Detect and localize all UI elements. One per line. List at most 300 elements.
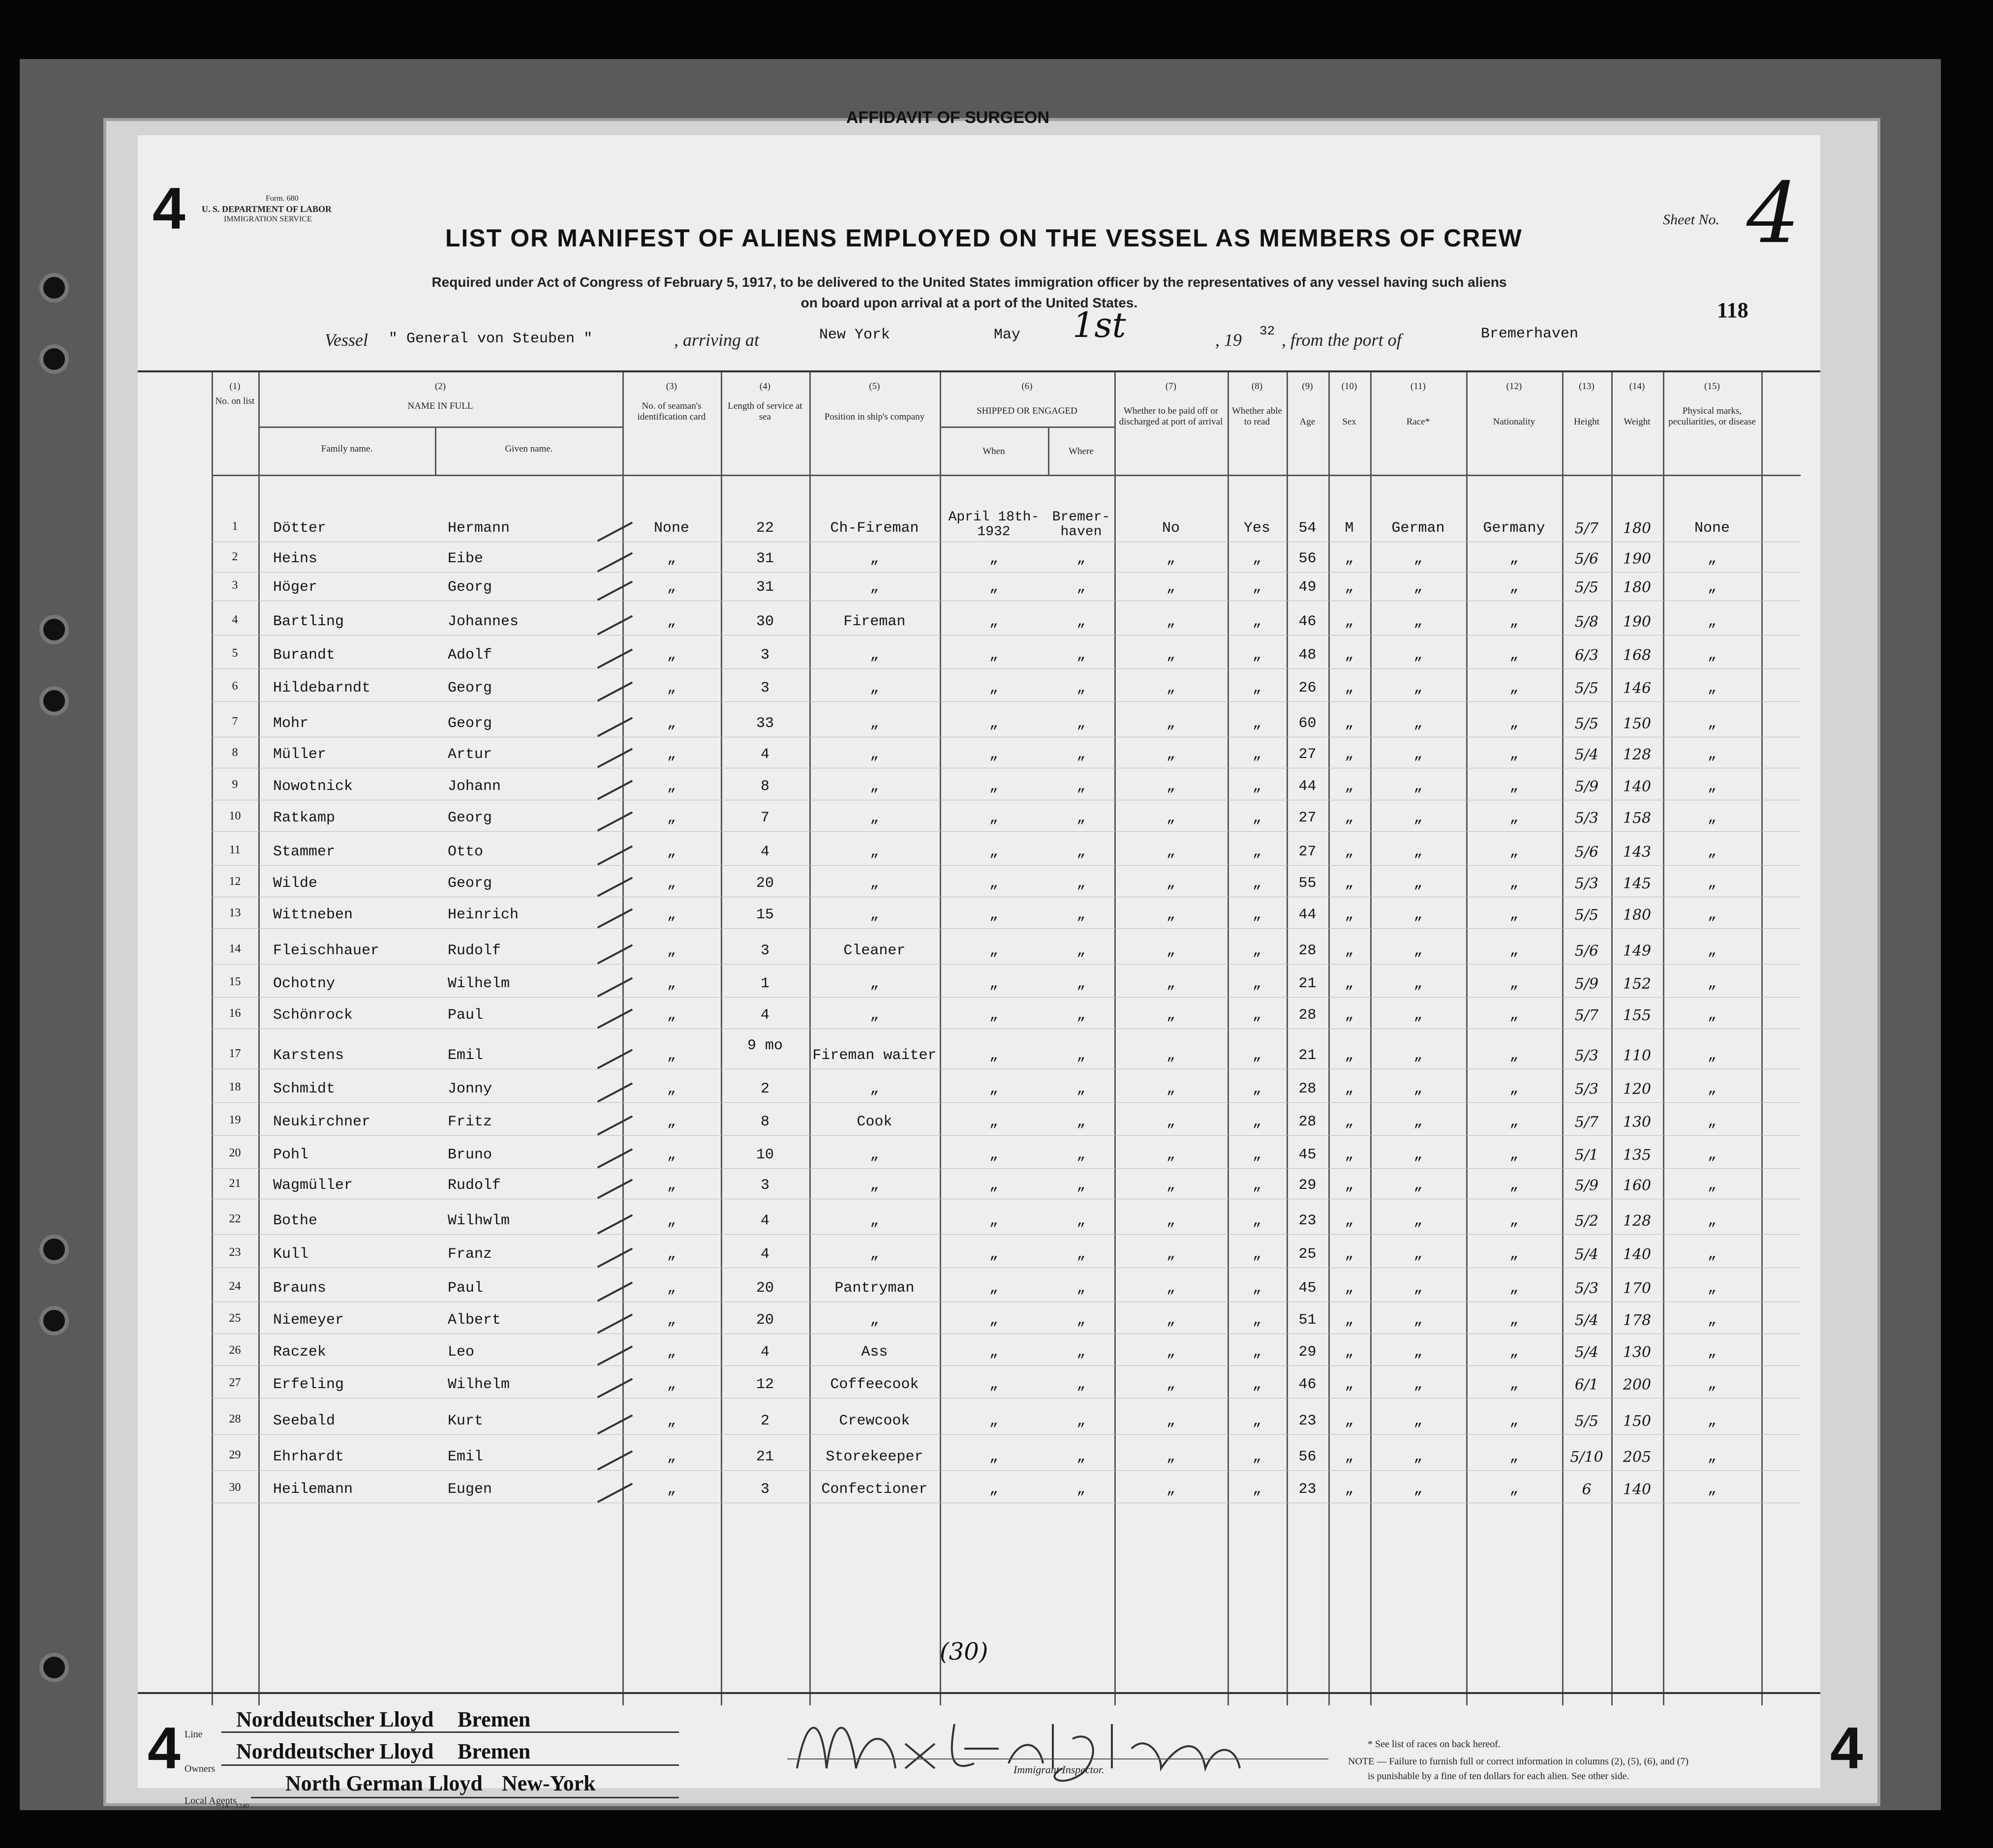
department-label: U. S. DEPARTMENT OF LABOR [202,204,332,214]
cell-paid: No [1162,520,1180,537]
cell-family: Raczek [273,1344,327,1361]
cell-read: „ [1252,1147,1261,1163]
cell-no: 27 [229,1376,241,1389]
cell-family: Karstens [273,1047,344,1064]
col-2a-header: Family name. [321,444,373,454]
row-rule [212,635,1801,636]
cell-family: Müller [273,746,327,763]
cell-when: „ [989,579,998,596]
cell-marks: „ [1707,1449,1717,1465]
cell-when: „ [989,1212,998,1229]
cell-read: Yes [1243,520,1270,537]
cell-marks: „ [1707,1312,1717,1329]
affidavit-header: AFFIDAVIT OF SURGEON [846,108,1050,127]
cell-marks: „ [1707,1177,1717,1194]
cell-race: „ [1413,1376,1423,1393]
cell-position: Ass [861,1344,888,1361]
cell-height: 5/7 [1574,1114,1599,1131]
cell-age: 27 [1298,844,1317,860]
cell-sex: „ [1345,1246,1354,1263]
cell-given: Johann [448,778,501,795]
cell-marks: „ [1707,907,1717,923]
cell-position: „ [870,907,879,923]
cell-marks: „ [1707,1344,1717,1361]
cell-given: Heinrich [448,907,519,923]
cell-where: „ [1076,647,1086,664]
cell-when: „ [989,1312,998,1329]
cell-no: 1 [232,520,238,533]
cell-where: „ [1076,1344,1086,1361]
cell-age: 45 [1298,1280,1317,1297]
cell-nationality: „ [1509,647,1519,664]
punch-hole [39,344,69,374]
cell-weight: 155 [1623,1007,1652,1024]
cell-family: Wilde [273,875,318,892]
cell-where: „ [1076,1147,1086,1163]
cell-when: „ [989,1177,998,1194]
cell-card: „ [667,1147,676,1163]
cell-position: Fireman waiter [812,1047,937,1064]
cell-height: 5/1 [1574,1147,1599,1164]
cell-paid: „ [1166,1246,1175,1263]
cell-height: 5/5 [1574,1413,1599,1430]
owners-rule [221,1764,679,1766]
cell-where: „ [1076,942,1086,959]
punch-hole [39,615,69,644]
cell-service: 21 [756,1449,774,1465]
cell-read: „ [1252,778,1261,795]
cell-given: Emil [448,1047,484,1064]
cell-card: „ [667,579,676,596]
cell-age: 54 [1298,520,1317,537]
cell-read: „ [1252,1114,1261,1130]
cell-family: Bothe [273,1212,318,1229]
cell-age: 28 [1298,942,1317,959]
cell-where: „ [1076,907,1086,923]
cell-position: „ [870,647,879,664]
cell-read: „ [1252,907,1261,923]
cell-read: „ [1252,715,1261,732]
cell-marks: „ [1707,1481,1717,1498]
cell-service: 31 [756,579,774,596]
cell-position: „ [870,715,879,732]
cell-given: Johannes [448,613,519,630]
cell-given: Wilhwlm [448,1212,510,1229]
cell-no: 28 [229,1413,241,1425]
cell-position: „ [870,550,879,567]
cell-marks: „ [1707,1114,1717,1130]
cell-service: 1 [760,975,769,992]
cell-nationality: „ [1509,1246,1519,1263]
cell-family: Fleischhauer [273,942,380,959]
cell-race: „ [1413,746,1423,763]
cell-marks: „ [1707,1280,1717,1297]
cell-race: „ [1413,680,1423,697]
cell-where: „ [1076,1177,1086,1194]
cell-when: „ [989,647,998,664]
cell-position: „ [870,810,879,826]
inspector-signature [787,1695,1328,1793]
cell-marks: „ [1707,647,1717,664]
cell-nationality: „ [1509,942,1519,959]
row-rule [212,668,1801,669]
cell-paid: „ [1166,1280,1175,1297]
cell-position: „ [870,975,879,992]
cell-sex: „ [1345,975,1354,992]
cell-given: Wilhelm [448,1376,510,1393]
cell-where: „ [1076,715,1086,732]
cell-paid: „ [1166,647,1175,664]
col-10-header: (10) Sex [1341,381,1357,427]
cell-where: „ [1076,613,1086,630]
cell-height: 5/3 [1574,1280,1599,1297]
cell-no: 9 [232,778,238,791]
cell-weight: 143 [1623,844,1652,861]
cell-no: 10 [229,810,241,822]
cell-age: 29 [1298,1344,1317,1361]
cell-family: Seebald [273,1413,336,1429]
cell-marks: „ [1707,1081,1717,1097]
cell-where: „ [1076,680,1086,697]
cell-family: Hildebarndt [273,680,371,697]
cell-height: 6 [1582,1481,1592,1498]
cell-card: „ [667,1312,676,1329]
cell-paid: „ [1166,1413,1175,1429]
cell-card: „ [667,810,676,826]
corner-number-top: 4 [153,176,185,242]
cell-no: 5 [232,647,238,660]
cell-race: „ [1413,1413,1423,1429]
cell-nationality: „ [1509,1449,1519,1465]
cell-age: 23 [1298,1413,1317,1429]
cell-weight: 135 [1623,1147,1652,1164]
cell-paid: „ [1166,975,1175,992]
cell-race: „ [1413,715,1423,732]
cell-paid: „ [1166,613,1175,630]
cell-when: „ [989,1376,998,1393]
cell-age: 27 [1298,746,1317,763]
cell-given: Kurt [448,1413,484,1429]
cell-read: „ [1252,746,1261,763]
cell-service: 3 [760,647,769,664]
cell-read: „ [1252,1081,1261,1097]
cell-service: 4 [760,844,769,860]
manifest-page [138,135,1863,1810]
cell-read: „ [1252,975,1261,992]
cell-nationality: „ [1509,1280,1519,1297]
cell-family: Pohl [273,1147,309,1163]
cell-where: „ [1076,1007,1086,1024]
cell-position: „ [870,778,879,795]
name-subheader-rule [258,426,622,428]
cell-nationality: „ [1509,778,1519,795]
cell-position: Fireman [843,613,906,630]
cell-no: 11 [229,844,241,856]
table-header-rule [212,475,1801,476]
cell-weight: 180 [1623,520,1652,537]
cell-paid: „ [1166,844,1175,860]
row-rule [212,1135,1801,1136]
corner-number-bottom-left: 4 [148,1715,181,1781]
row-rule [212,1365,1801,1366]
cell-age: 60 [1298,715,1317,732]
cell-given: Rudolf [448,1177,501,1194]
cell-family: Wittneben [273,907,353,923]
cell-service: 3 [760,1177,769,1194]
cell-no: 13 [229,907,241,919]
cell-weight: 180 [1623,907,1652,924]
arrival-port: New York [819,327,890,343]
cell-nationality: „ [1509,1413,1519,1429]
cell-card: „ [667,550,676,567]
cell-where: „ [1076,975,1086,992]
cell-height: 5/5 [1574,680,1599,697]
cell-service: 7 [760,810,769,826]
cell-position: „ [870,1177,879,1194]
cell-race: „ [1413,1007,1423,1024]
cell-family: Höger [273,579,318,596]
cell-marks: „ [1707,1413,1717,1429]
cell-weight: 152 [1623,975,1652,993]
cell-height: 5/3 [1574,1081,1599,1098]
cell-weight: 150 [1623,1413,1652,1430]
cell-race: „ [1413,942,1423,959]
cell-when: „ [989,875,998,892]
cell-card: „ [667,613,676,630]
cell-paid: „ [1166,1114,1175,1130]
cell-where: „ [1076,550,1086,567]
cell-weight: 180 [1623,579,1652,596]
cell-paid: „ [1166,810,1175,826]
cell-no: 6 [232,680,238,693]
row-rule [212,831,1801,832]
cell-where: „ [1076,875,1086,892]
col-2b-header: Given name. [505,444,553,454]
cell-weight: 146 [1623,680,1652,697]
cell-weight: 128 [1623,746,1652,763]
owners-value-2: Bremen [458,1739,531,1763]
cell-height: 5/4 [1574,1246,1599,1263]
cell-race: „ [1413,1280,1423,1297]
cell-race: „ [1413,778,1423,795]
cell-position: Pantryman [834,1280,915,1297]
cell-when: „ [989,907,998,923]
cell-height: 5/9 [1574,1177,1599,1194]
cell-sex: „ [1345,1449,1354,1465]
cell-race: „ [1413,1212,1423,1229]
arrival-day: 1st [1073,305,1126,345]
cell-paid: „ [1166,579,1175,596]
cell-nationality: „ [1509,579,1519,596]
cell-no: 14 [229,942,241,955]
cell-height: 5/8 [1574,613,1599,631]
cell-given: Georg [448,680,492,697]
cell-family: Ochotny [273,975,336,992]
cell-when: „ [989,1280,998,1297]
cell-age: 21 [1298,975,1317,992]
cell-read: „ [1252,1246,1261,1263]
cell-race: „ [1413,1081,1423,1097]
row-rule [212,1470,1801,1471]
cell-when: „ [989,1147,998,1163]
cell-paid: „ [1166,1007,1175,1024]
row-rule [212,1168,1801,1169]
cell-sex: „ [1345,942,1354,959]
cell-marks: „ [1707,613,1717,630]
cell-position: „ [870,844,879,860]
cell-given: Georg [448,715,492,732]
cell-race: „ [1413,844,1423,860]
cell-card: „ [667,942,676,959]
crew-table [212,372,1801,1705]
cell-given: Georg [448,875,492,892]
cell-nationality: Germany [1483,520,1545,537]
cell-card: „ [667,1212,676,1229]
cell-no: 8 [232,746,238,759]
corner-number-bottom-right: 4 [1830,1715,1863,1781]
subtitle-line-1: Required under Act of Congress of February 5, 1917, to be delivered to the United States immigration officer by the representatives of any vessel having such aliens [431,274,1507,290]
cell-family: Bartling [273,613,344,630]
inspector-label: Immigrant Inspector. [1013,1763,1104,1776]
total-annotation: (30) [940,1638,988,1666]
cell-height: 5/9 [1574,778,1599,795]
cell-sex: „ [1345,1344,1354,1361]
col-7-header: (7) Whether to be paid off or discharged at port of arrival [1119,381,1223,427]
cell-nationality: „ [1509,907,1519,923]
cell-age: 44 [1298,778,1317,795]
cell-height: 6/3 [1574,647,1599,664]
cell-height: 5/5 [1574,715,1599,732]
race-note: * See list of races on back hereof. [1368,1739,1501,1750]
cell-nationality: „ [1509,1081,1519,1097]
cell-paid: „ [1166,778,1175,795]
cell-sex: M [1345,520,1354,537]
sheet-number: 4 [1747,165,1800,262]
cell-race: „ [1413,1344,1423,1361]
cell-position: „ [870,1312,879,1329]
cell-nationality: „ [1509,613,1519,630]
cell-family: Erfeling [273,1376,344,1393]
cell-read: „ [1252,579,1261,596]
cell-family: Mohr [273,715,309,732]
cell-given: Bruno [448,1147,492,1163]
cell-when: „ [989,810,998,826]
row-rule [212,928,1801,929]
col-6b-header: Where [1069,446,1094,456]
cell-height: 5/4 [1574,746,1599,763]
cell-paid: „ [1166,1212,1175,1229]
cell-family: Schönrock [273,1007,353,1024]
col-3-header: (3) No. of seaman's identification card [637,381,706,422]
line-value-2: Bremen [458,1707,531,1731]
cell-race: „ [1413,975,1423,992]
cell-paid: „ [1166,550,1175,567]
cell-marks: „ [1707,778,1717,795]
cell-given: Wilhelm [448,975,510,992]
page-title: LIST OR MANIFEST OF ALIENS EMPLOYED ON THE VESSEL AS MEMBERS OF CREW [445,224,1523,252]
cell-family: Heins [273,550,318,567]
cell-marks: „ [1707,715,1717,732]
cell-marks: „ [1707,1147,1717,1163]
cell-service: 22 [756,520,774,537]
cell-race: „ [1413,875,1423,892]
cell-sex: „ [1345,1376,1354,1393]
cell-given: Artur [448,746,492,763]
agents-value-2: New-York [502,1771,596,1795]
cell-read: „ [1252,1312,1261,1329]
cell-marks: „ [1707,579,1717,596]
cell-sex: „ [1345,680,1354,697]
cell-when: „ [989,1481,998,1498]
cell-position: Coffeecook [830,1376,919,1393]
from-label: , from the port of [1282,330,1402,350]
cell-weight: 170 [1623,1280,1652,1297]
cell-age: 29 [1298,1177,1317,1194]
cell-no: 25 [229,1312,241,1325]
cell-nationality: „ [1509,1007,1519,1024]
cell-nationality: „ [1509,550,1519,567]
cell-read: „ [1252,1344,1261,1361]
punch-hole [39,273,69,303]
cell-paid: „ [1166,715,1175,732]
cell-paid: „ [1166,1312,1175,1329]
cell-paid: „ [1166,907,1175,923]
cell-card: None [653,520,689,537]
cell-when: „ [989,844,998,860]
cell-service: 4 [760,1212,769,1229]
cell-paid: „ [1166,680,1175,697]
line-label: Line [184,1729,203,1740]
cell-height: 5/6 [1574,844,1599,861]
cell-sex: „ [1345,875,1354,892]
cell-sex: „ [1345,1047,1354,1064]
cell-paid: „ [1166,1344,1175,1361]
cell-height: 5/9 [1574,975,1599,993]
cell-height: 5/4 [1574,1312,1599,1329]
cell-height: 5/6 [1574,550,1599,568]
cell-where: „ [1076,1114,1086,1130]
cell-given: Leo [448,1344,475,1361]
row-rule [212,1234,1801,1235]
vessel-name: " General von Steuben " [389,331,593,347]
cell-family: Dötter [273,520,327,537]
cell-service: 9 mo [747,1037,783,1054]
cell-position: „ [870,875,879,892]
cell-where: „ [1076,1449,1086,1465]
cell-nationality: „ [1509,680,1519,697]
cell-card: „ [667,1413,676,1429]
cell-sex: „ [1345,613,1354,630]
cell-paid: „ [1166,1481,1175,1498]
cell-marks: „ [1707,680,1717,697]
cell-family: Kull [273,1246,309,1263]
cell-weight: 200 [1623,1376,1652,1394]
cell-age: 26 [1298,680,1317,697]
cell-when: „ [989,1246,998,1263]
cell-when: „ [989,1047,998,1064]
cell-service: 2 [760,1413,769,1429]
cell-paid: „ [1166,1376,1175,1393]
cell-sex: „ [1345,1280,1354,1297]
cell-no: 26 [229,1344,241,1357]
cell-weight: 168 [1623,647,1652,664]
subtitle [256,272,1683,313]
cell-height: 5/5 [1574,579,1599,596]
cell-age: 48 [1298,647,1317,664]
cell-service: 4 [760,746,769,763]
cell-age: 56 [1298,1449,1317,1465]
cell-weight: 190 [1623,550,1652,568]
